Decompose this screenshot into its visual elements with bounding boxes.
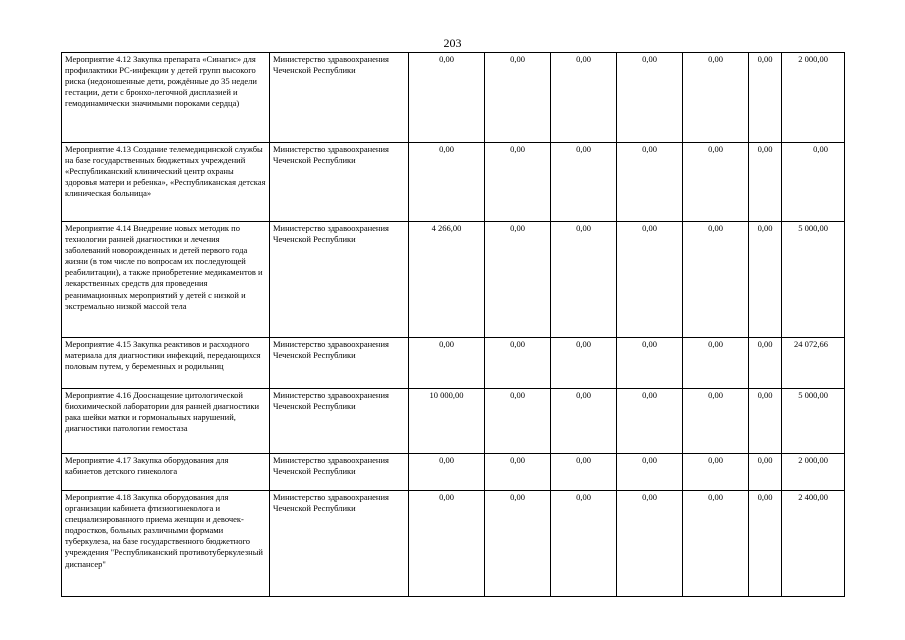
- value-cell: 0,00: [551, 338, 617, 389]
- value-cell: 0,00: [617, 454, 683, 491]
- table-row: [62, 338, 845, 389]
- table-row: [62, 454, 845, 491]
- activity-name: Мероприятие 4.18 Закупка оборудования для организации кабинета фтизиогинеколога и специализированного приема женщин и девочек-подростков, больных различными формами туберкулеза, на базе государственного бюджетного учреждения "Республиканский противотуберкулезный диспансер": [62, 491, 270, 597]
- value-cell: 0,00: [409, 491, 485, 597]
- value-cell: 0,00: [683, 222, 749, 338]
- value-cell: 0,00: [617, 222, 683, 338]
- value-cell: 0,00: [683, 53, 749, 143]
- value-cell: 0,00: [485, 454, 551, 491]
- activity-name: Мероприятие 4.17 Закупка оборудования для кабинетов детского гинеколога: [62, 454, 270, 491]
- value-cell: 0,00: [749, 389, 782, 454]
- value-cell: 0,00: [551, 53, 617, 143]
- value-cell: 0,00: [617, 338, 683, 389]
- value-cell: 4 266,00: [409, 222, 485, 338]
- value-cell: 0,00: [749, 222, 782, 338]
- value-cell: 0,00: [617, 389, 683, 454]
- value-cell: 0,00: [551, 389, 617, 454]
- value-cell: 0,00: [683, 143, 749, 222]
- value-cell: 0,00: [749, 143, 782, 222]
- value-cell: 0,00: [485, 53, 551, 143]
- executor-name: Министерство здравоохранения Чеченской Республики: [270, 53, 409, 143]
- executor-name: Министерство здравоохранения Чеченской Республики: [270, 491, 409, 597]
- executor-name: Министерство здравоохранения Чеченской Республики: [270, 454, 409, 491]
- value-cell: 0,00: [683, 338, 749, 389]
- value-cell: 0,00: [485, 389, 551, 454]
- value-cell: 5 000,00: [782, 222, 845, 338]
- value-cell: 0,00: [551, 222, 617, 338]
- activity-name: Мероприятие 4.16 Дооснащение цитологической биохимической лаборатории для ранней диагностики рака шейки матки и гормональных нарушений, диагностики патологии гемостаза: [62, 389, 270, 454]
- value-cell: 0,00: [749, 338, 782, 389]
- value-cell: 0,00: [409, 53, 485, 143]
- value-cell: 0,00: [485, 491, 551, 597]
- value-cell: 0,00: [409, 338, 485, 389]
- table-row: [62, 143, 845, 222]
- value-cell: 2 000,00: [782, 454, 845, 491]
- activity-name: Мероприятие 4.14 Внедрение новых методик по технологии ранней диагностики и лечения заболеваний новорожденных и детей первого года жизни (в том числе по вопросам их последующей реабилитации), а также приобретение медикаментов и лекарственных средств для проведения реанимационных мероприятий у детей с низкой и экстремально низкой массой тела: [62, 222, 270, 338]
- table-row: [62, 222, 845, 338]
- value-cell: 0,00: [485, 338, 551, 389]
- executor-name: Министерство здравоохранения Чеченской Республики: [270, 222, 409, 338]
- value-cell: 2 000,00: [782, 53, 845, 143]
- value-cell: 0,00: [617, 491, 683, 597]
- value-cell: 0,00: [683, 389, 749, 454]
- table-row: [62, 491, 845, 597]
- executor-name: Министерство здравоохранения Чеченской Республики: [270, 338, 409, 389]
- value-cell: 0,00: [683, 454, 749, 491]
- value-cell: 0,00: [409, 454, 485, 491]
- table-row: [62, 53, 845, 143]
- executor-name: Министерство здравоохранения Чеченской Республики: [270, 389, 409, 454]
- value-cell: 0,00: [617, 53, 683, 143]
- value-cell: 5 000,00: [782, 389, 845, 454]
- activity-name: Мероприятие 4.12 Закупка препарата «Синагис» для профилактики РС-инфекции у детей групп высокого риска (недоношенные дети, рождённые до 35 недели гестации, дети с бронхо-легочной дисплазией и гемодинамически значимыми пороками сердца): [62, 53, 270, 143]
- value-cell: 10 000,00: [409, 389, 485, 454]
- value-cell: 0,00: [551, 143, 617, 222]
- value-cell: 0,00: [485, 143, 551, 222]
- activity-name: Мероприятие 4.15 Закупка реактивов и расходного материала для диагностики инфекций, передающихся половым путем, у беременных и родильниц: [62, 338, 270, 389]
- value-cell: 0,00: [683, 491, 749, 597]
- value-cell: 0,00: [409, 143, 485, 222]
- value-cell: 0,00: [617, 143, 683, 222]
- value-cell: 0,00: [551, 491, 617, 597]
- value-cell: 0,00: [749, 454, 782, 491]
- value-cell: 24 072,66: [782, 338, 845, 389]
- page-number: 203: [443, 36, 462, 50]
- value-cell: 0,00: [551, 454, 617, 491]
- value-cell: 0,00: [749, 491, 782, 597]
- budget-table: [61, 52, 845, 597]
- value-cell: 2 400,00: [782, 491, 845, 597]
- activity-name: Мероприятие 4.13 Создание телемедицинской службы на базе государственных бюджетных учреждений «Республиканский клинический центр охраны здоровья матери и ребенка», «Республиканская детская клиническая больница»: [62, 143, 270, 222]
- value-cell: 0,00: [782, 143, 845, 222]
- value-cell: 0,00: [485, 222, 551, 338]
- executor-name: Министерство здравоохранения Чеченской Республики: [270, 143, 409, 222]
- value-cell: 0,00: [749, 53, 782, 143]
- table-row: [62, 389, 845, 454]
